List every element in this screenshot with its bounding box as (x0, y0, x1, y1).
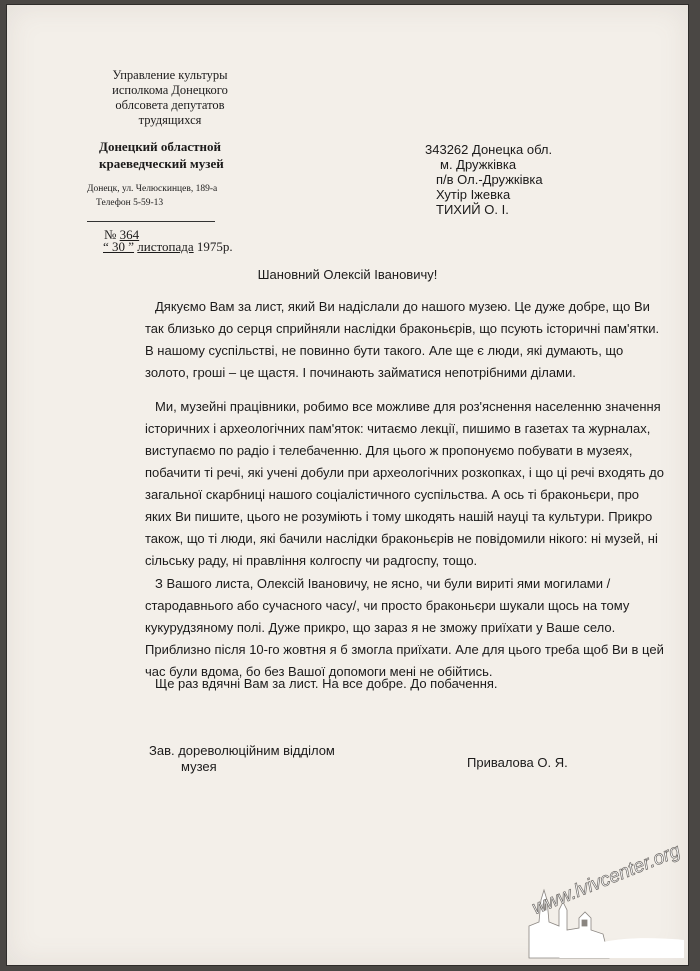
letter-date (103, 239, 233, 255)
body-paragraph (145, 573, 665, 683)
recipient-line: п/в Ол.-Дружківка (436, 172, 543, 187)
number-value: 364 (119, 227, 140, 242)
body-paragraph (145, 296, 665, 384)
signature-name: Привалова О. Я. (467, 755, 568, 770)
recipient-line: 343262 Донецка обл. (425, 142, 553, 157)
recipient-address (425, 142, 552, 217)
museum-line: Донецкий областной (99, 139, 222, 154)
paragraph-text: Ми, музейні працівники, робимо все можливе для роз'яснення населенню значення історичних і археологічних пам'яток: читаємо лекції, пишимо в газетах та журналах, виступаємо по радіо і телебаченню. Для цього ж пропонуємо побувати в музеях, побачити ті речі, які учені добули при археологічних розкопках, і що ці речі входять до загальної скарбниці нашого соціалістичного суспільства. А ось ті браконьєри, про яких Ви пишите, цього не розуміють і тому шкодять нашій науці та культури. Прикро також, що ті люди, які бачили наслідки браконьєрів не повідомили нікого: ні музей, ні сільську раду, ні правління колгоспу чи радгоспу, тощо. (145, 399, 664, 568)
number-prefix: № (104, 227, 117, 242)
letter-page (6, 4, 689, 966)
position-line: музея (181, 759, 217, 774)
recipient-line: ТИХИЙ О. І. (436, 202, 509, 217)
recipient-line: м. Дружківка (440, 157, 517, 172)
org-line: исполкома Донецкого (112, 83, 228, 97)
position-line: Зав. дореволюційним відділом (149, 743, 335, 758)
letterhead-organization (95, 68, 245, 128)
letterhead-museum-name (99, 138, 224, 172)
date-day: “ 30 ” (103, 239, 135, 254)
date-year: 1975р. (196, 239, 233, 254)
paragraph-text: Дякуємо Вам за лист, який Ви надіслали до нашого музею. Це дуже добре, що Ви так близько до серця сприйняли наслідки браконьєрів, що псують історичні пам'ятки. В нашому суспільстві, не повинно бути такого. Але ще є люди, які думають, що золото, гроші – це щастя. І починають займатися непотрібними ділами. (145, 299, 660, 380)
paragraph-text: Ще раз вдячні Вам за лист. На все добре. До побачення. (155, 676, 498, 691)
greeting: Шановний Олексій Івановичу! (257, 267, 438, 282)
letterhead-divider (87, 221, 215, 222)
letterhead-address: Донецк, ул. Челюскинцев, 189-а (87, 184, 218, 194)
recipient-line: Хутір Іжевка (436, 187, 511, 202)
body-paragraph (145, 673, 665, 695)
body-paragraph (145, 396, 665, 572)
lvivcenter-watermark (519, 830, 684, 960)
org-line: Управление культуры (112, 68, 228, 82)
letterhead-phone: Телефон 5-59-13 (96, 198, 164, 208)
date-month: листопада (137, 239, 194, 254)
org-line: трудящихся (138, 113, 202, 127)
org-line: облсовета депутатов (115, 98, 225, 112)
signature-position (149, 743, 335, 775)
watermark-text: www.lvivcenter.org (529, 840, 684, 920)
paragraph-text: З Вашого листа, Олексій Івановичу, не ясно, чи були вириті ями могилами /стародавнього або сучасного часу/, чи просто браконьєри шукали щось на тому кукурудзяному полі. Дуже прикро, що зараз я не зможу приїхати у Ваше село. Приблизно після 10-го жовтня я б змогла приїхати. Але для цього треба щоб Ви в цей час були вдома, бо без Вашої допомоги мені не обійтись. (145, 576, 664, 679)
museum-line: краеведческий музей (99, 156, 224, 171)
